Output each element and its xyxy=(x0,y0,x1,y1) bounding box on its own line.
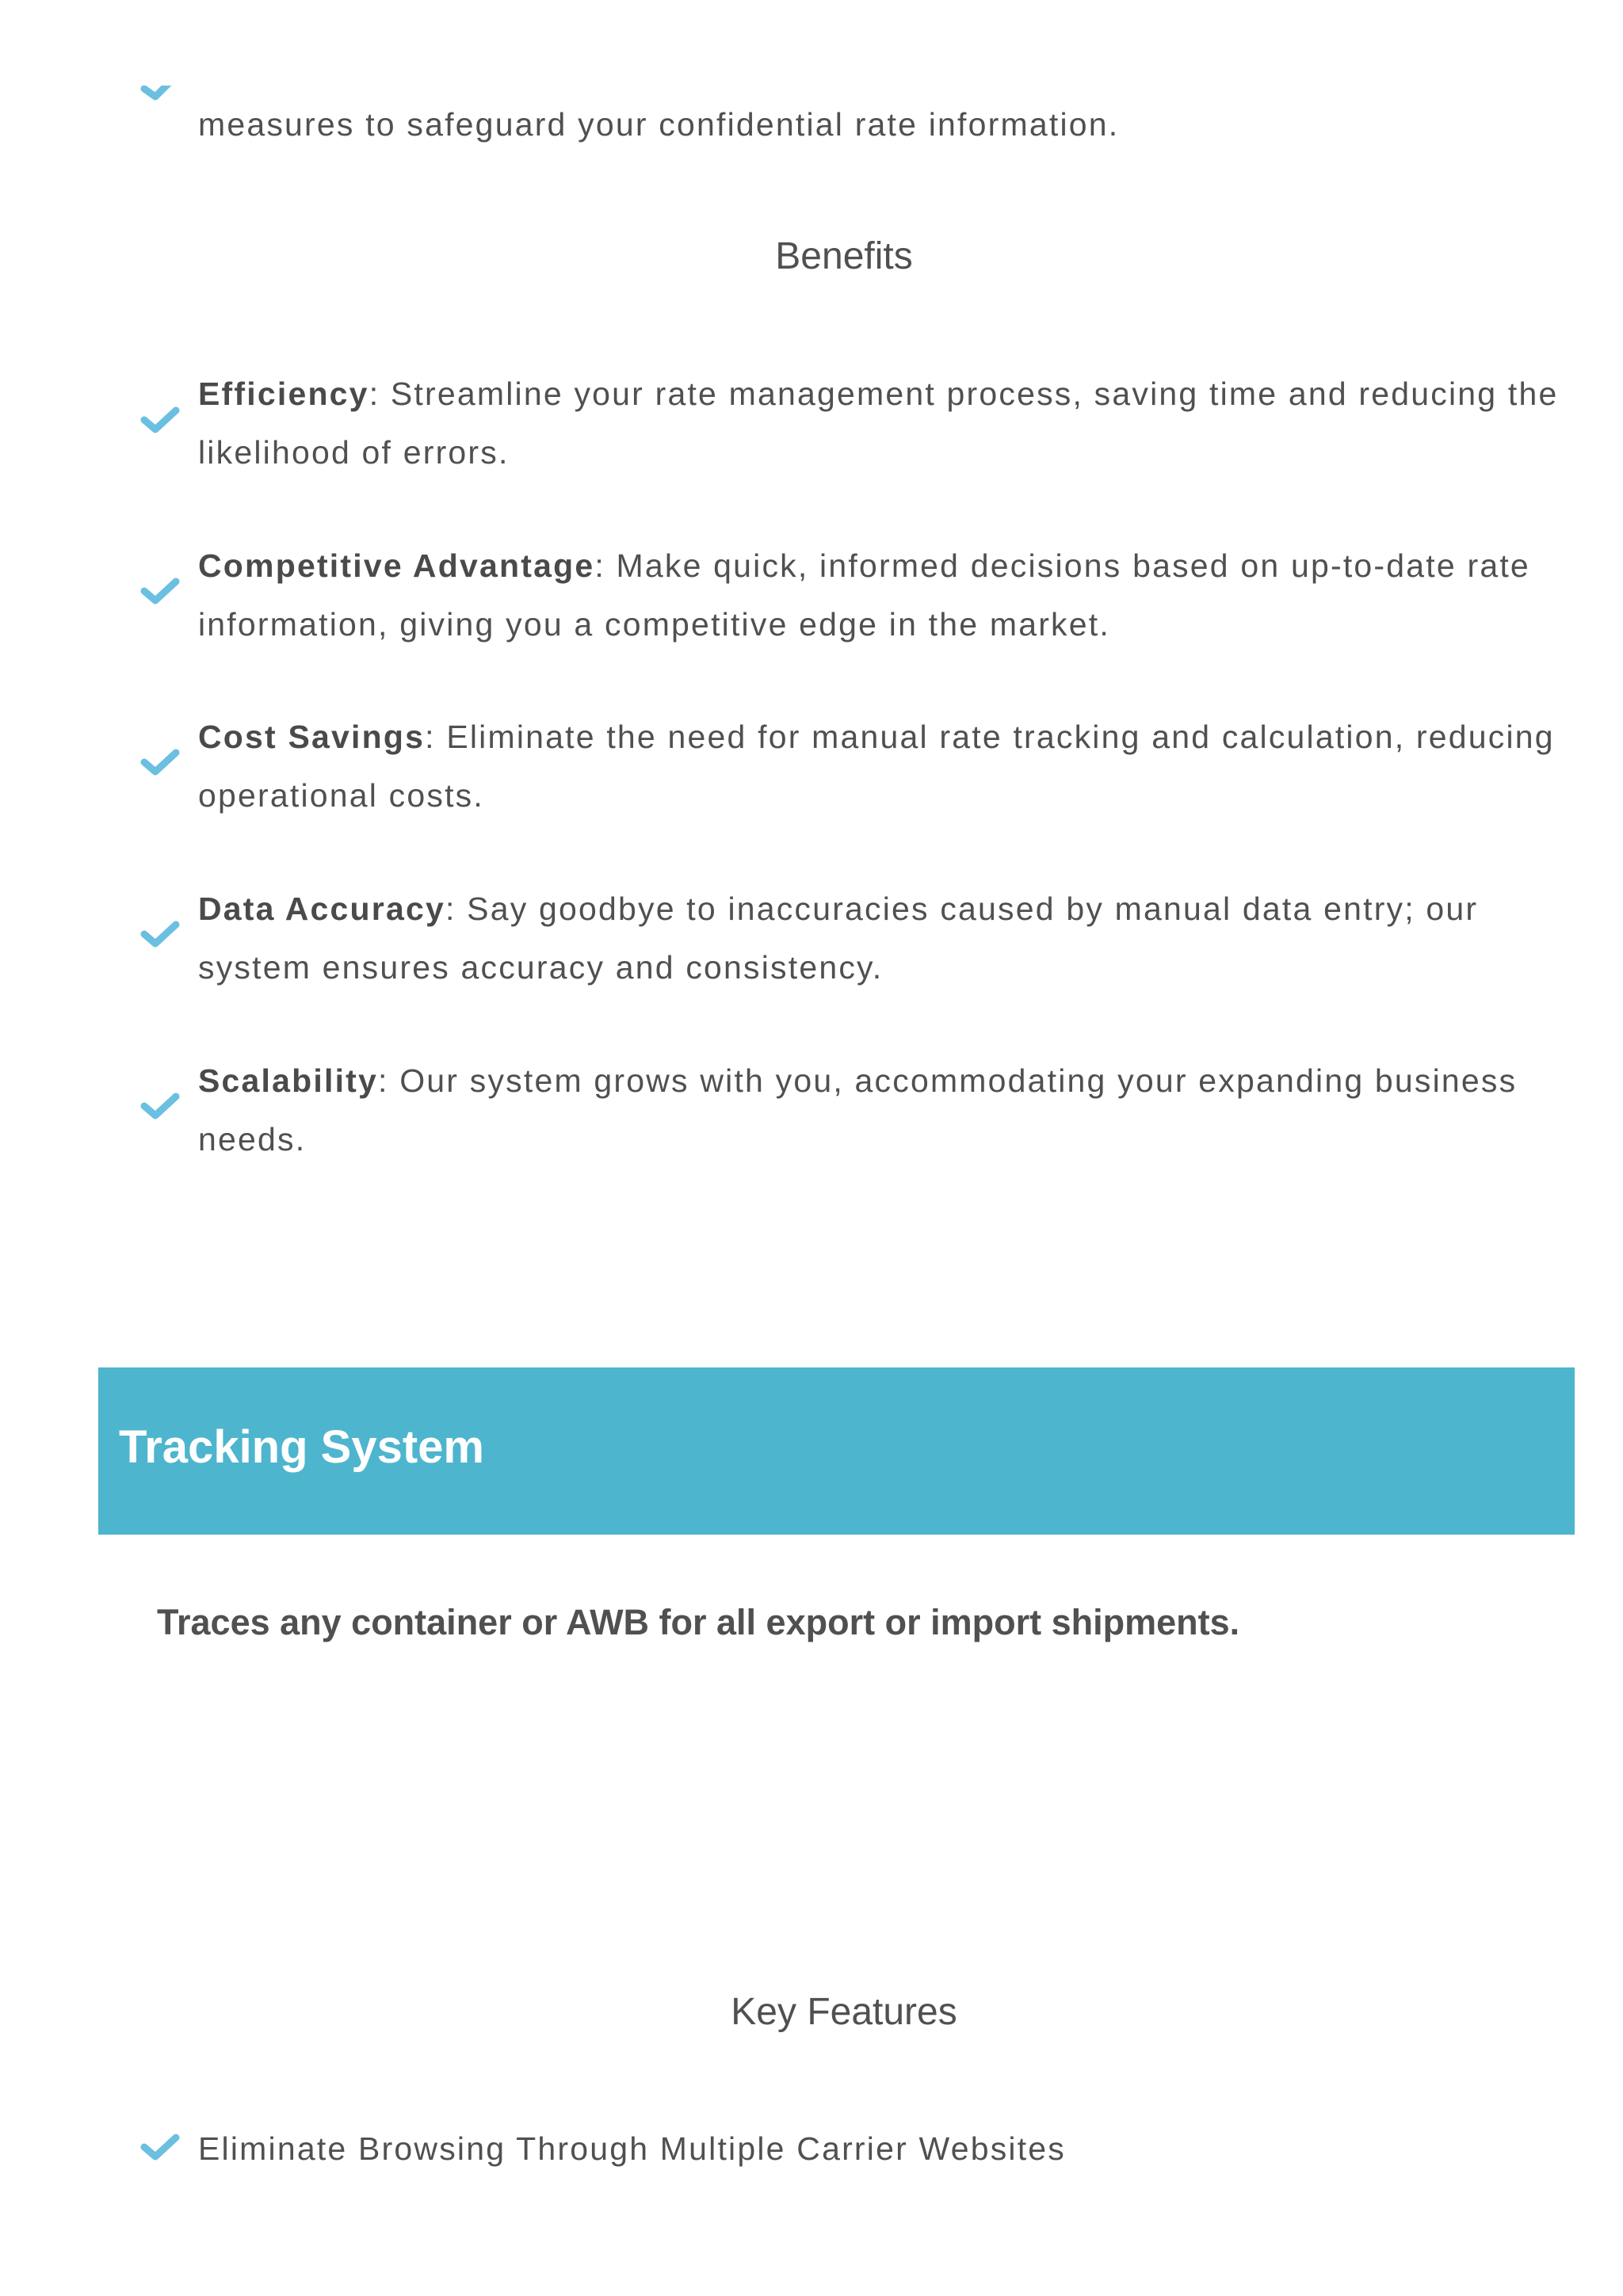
list-item-title: Data Accuracy xyxy=(198,891,445,927)
checkmark-icon xyxy=(139,577,181,608)
list-item-title: Competitive Advantage xyxy=(198,547,595,584)
list-item-title: Cost Savings xyxy=(198,719,426,755)
list-item xyxy=(198,95,1561,154)
checkmark-icon xyxy=(139,86,181,109)
checkmark-icon xyxy=(139,406,181,437)
list-item-text: Eliminate Browsing Through Multiple Carrier Websites xyxy=(198,2130,1066,2167)
list-item-title: Scalability xyxy=(198,1062,379,1099)
checkmark-icon xyxy=(139,1092,181,1123)
banner-title: Tracking System xyxy=(119,1421,484,1473)
list-item-text: measures to safeguard your confidential rate information. xyxy=(198,106,1120,143)
list-item-text: : Our system grows with you, accommodating your expanding business needs. xyxy=(198,1062,1518,1158)
list-item xyxy=(198,1051,1561,1169)
list-item xyxy=(198,707,1561,825)
section-banner xyxy=(98,1367,1575,1535)
list-item-title: Efficiency xyxy=(198,376,369,412)
checkmark-icon xyxy=(139,2133,181,2164)
list-item xyxy=(198,536,1561,654)
checkmark-icon xyxy=(139,748,181,780)
list-item-text: : Eliminate the need for manual rate tracking and calculation, reducing operational costs. xyxy=(198,719,1555,814)
section-subtitle: Traces any container or AWB for all export or import shipments. xyxy=(157,1602,1240,1642)
list-item-text: : Make quick, informed decisions based on up-to-date rate information, giving you a competitive edge in the market. xyxy=(198,547,1530,643)
section-heading-benefits: Benefits xyxy=(775,235,913,277)
list-item-text: : Streamline your rate management process, saving time and reducing the likelihood of errors. xyxy=(198,376,1559,471)
checkmark-icon xyxy=(139,920,181,952)
list-item xyxy=(198,364,1561,482)
list-item xyxy=(198,879,1561,997)
list-item-text: : Say goodbye to inaccuracies caused by manual data entry; our system ensures accuracy and consistency. xyxy=(198,891,1479,986)
list-item xyxy=(198,2119,1561,2178)
section-heading-key-features: Key Features xyxy=(731,1991,957,2033)
